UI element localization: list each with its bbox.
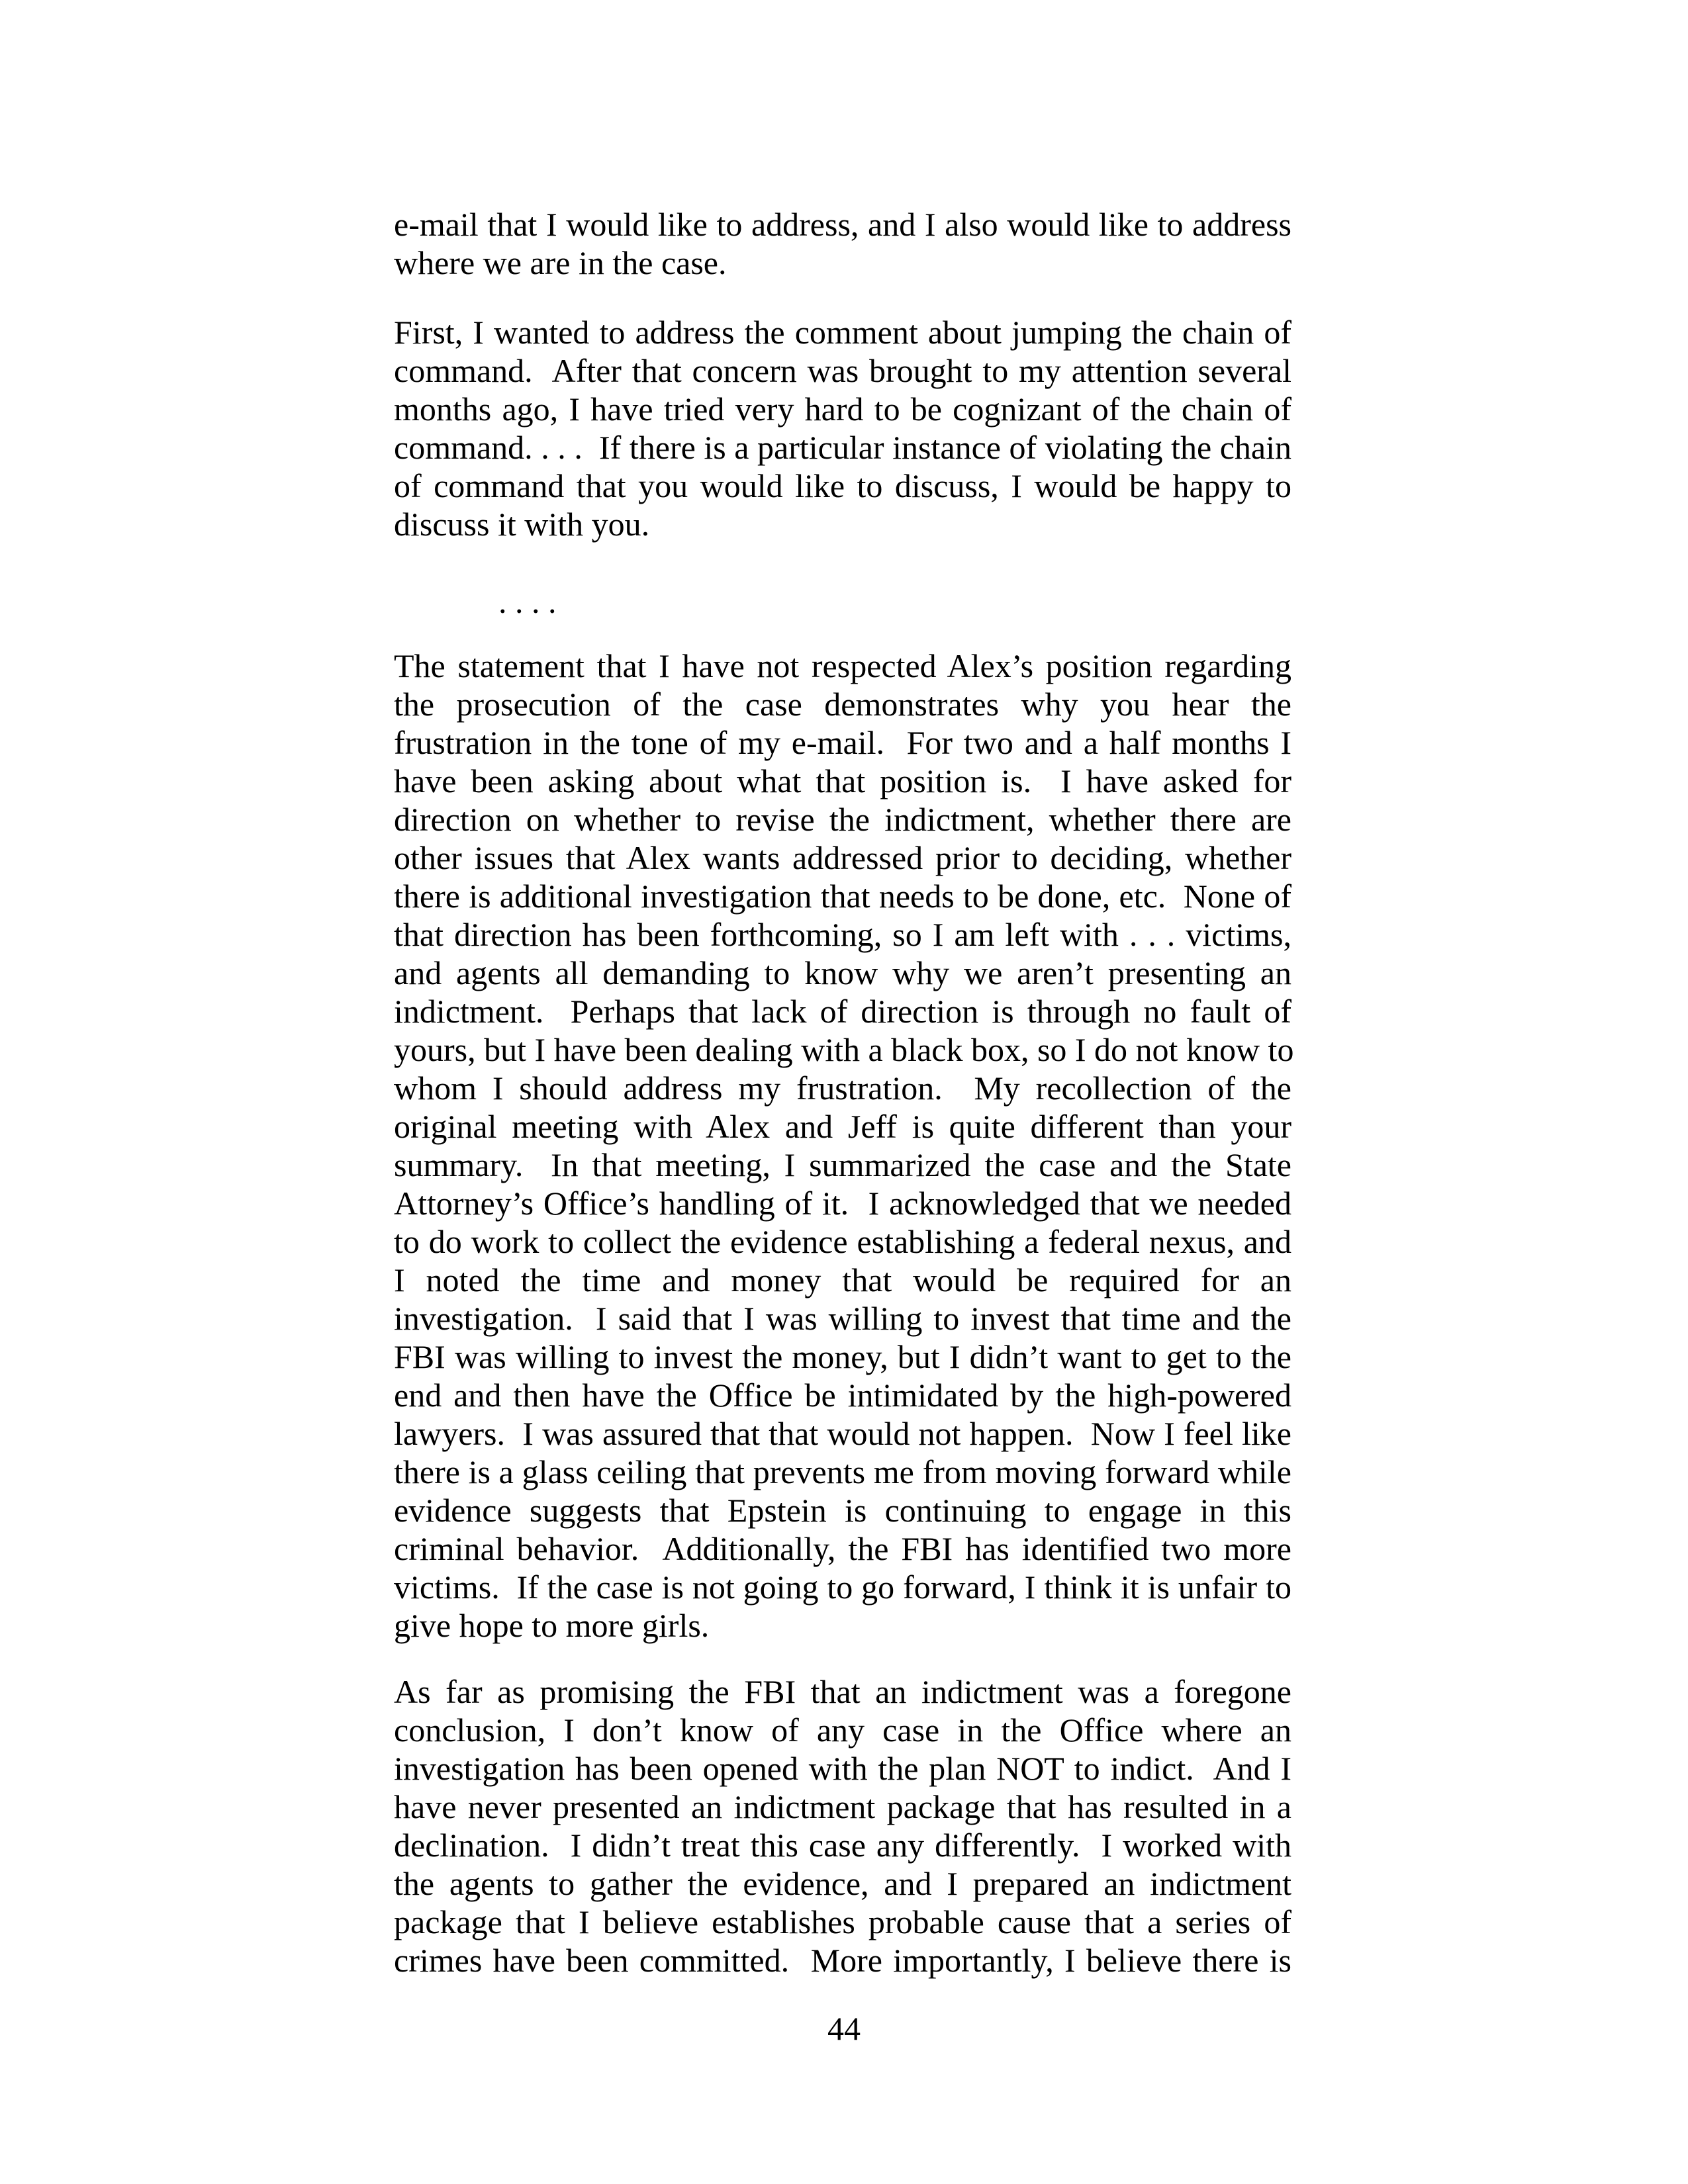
text-line: conclusion, I don’t know of any case in the Office where an [394,1711,1291,1749]
text-line: victims. If the case is not going to go forward, I think it is unfair to [394,1569,1291,1606]
text-line: whom I should address my frustration. My recollection of the [394,1069,1291,1107]
text-line: to do work to collect the evidence establishing a federal nexus, and [394,1223,1291,1260]
text-line: months ago, I have tried very hard to be cognizant of the chain of [394,390,1291,428]
text-line: and agents all demanding to know why we aren’t presenting an [394,954,1291,991]
text-line: indictment. Perhaps that lack of direction is through no fault of [394,993,1291,1030]
quote-paragraph-2 [394,313,1291,543]
text-line: FBI was willing to invest the money, but I didn’t want to get to the [394,1338,1291,1375]
text-line: where we are in the case. [394,244,727,281]
page-number: 44 [827,2010,861,2047]
text-line: command. . . . If there is a particular instance of violating the chain [394,429,1291,466]
email-quote-block [394,205,1294,1979]
text-line: the agents to gather the evidence, and I prepared an indictment [394,1865,1291,1902]
text-line: investigation. I said that I was willing to invest that time and the [394,1300,1291,1337]
text-line: have been asking about what that position is. I have asked for [394,762,1291,799]
text-line: investigation has been opened with the plan NOT to indict. And I [394,1750,1291,1787]
text-line: frustration in the tone of my e-mail. For two and a half months I [394,724,1291,761]
text-line: there is a glass ceiling that prevents me from moving forward while [394,1453,1291,1490]
text-line: evidence suggests that Epstein is continuing to engage in this [394,1492,1291,1529]
text-line: discuss it with you. [394,506,650,543]
omission-ellipsis [498,582,1291,621]
text-line: As far as promising the FBI that an indictment was a foregone [394,1673,1291,1710]
text-line: criminal behavior. Additionally, the FBI has identified two more [394,1530,1291,1567]
quote-paragraph-1 [394,205,1291,282]
text-line: there is additional investigation that needs to be done, etc. None of [394,878,1291,915]
text-line: original meeting with Alex and Jeff is quite different than your [394,1108,1291,1145]
text-line: declination. I didn’t treat this case any differently. I worked with [394,1827,1291,1864]
text-line: The statement that I have not respected Alex’s position regarding [394,647,1291,684]
text-line: of command that you would like to discuss, I would be happy to [394,467,1291,504]
text-line: Attorney’s Office’s handling of it. I acknowledged that we needed [394,1185,1291,1222]
text-line: First, I wanted to address the comment about jumping the chain of [394,314,1291,351]
text-line: e-mail that I would like to address, and I also would like to address [394,206,1291,243]
ellipsis-line: . . . . [498,583,557,620]
text-line: crimes have been committed. More importantly, I believe there is [394,1942,1291,1979]
text-line: give hope to more girls. [394,1607,710,1644]
text-line: I noted the time and money that would be required for an [394,1261,1291,1298]
text-line: that direction has been forthcoming, so I am left with . . . victims, [394,916,1291,953]
text-line: have never presented an indictment package that has resulted in a [394,1788,1291,1825]
text-line: direction on whether to revise the indictment, whether there are [394,801,1291,838]
quote-paragraph-3 [394,647,1294,1645]
text-line: other issues that Alex wants addressed prior to deciding, whether [394,839,1291,876]
text-line: summary. In that meeting, I summarized the case and the State [394,1146,1291,1183]
text-line: lawyers. I was assured that that would not happen. Now I feel like [394,1415,1291,1452]
text-line: end and then have the Office be intimidated by the high-powered [394,1377,1291,1414]
text-line: yours, but I have been dealing with a black box, so I do not know to [394,1031,1294,1068]
text-line: the prosecution of the case demonstrates why you hear the [394,686,1291,723]
text-line: package that I believe establishes probable cause that a series of [394,1903,1291,1940]
text-line: command. After that concern was brought to my attention several [394,352,1291,389]
quote-paragraph-4 [394,1672,1291,1979]
